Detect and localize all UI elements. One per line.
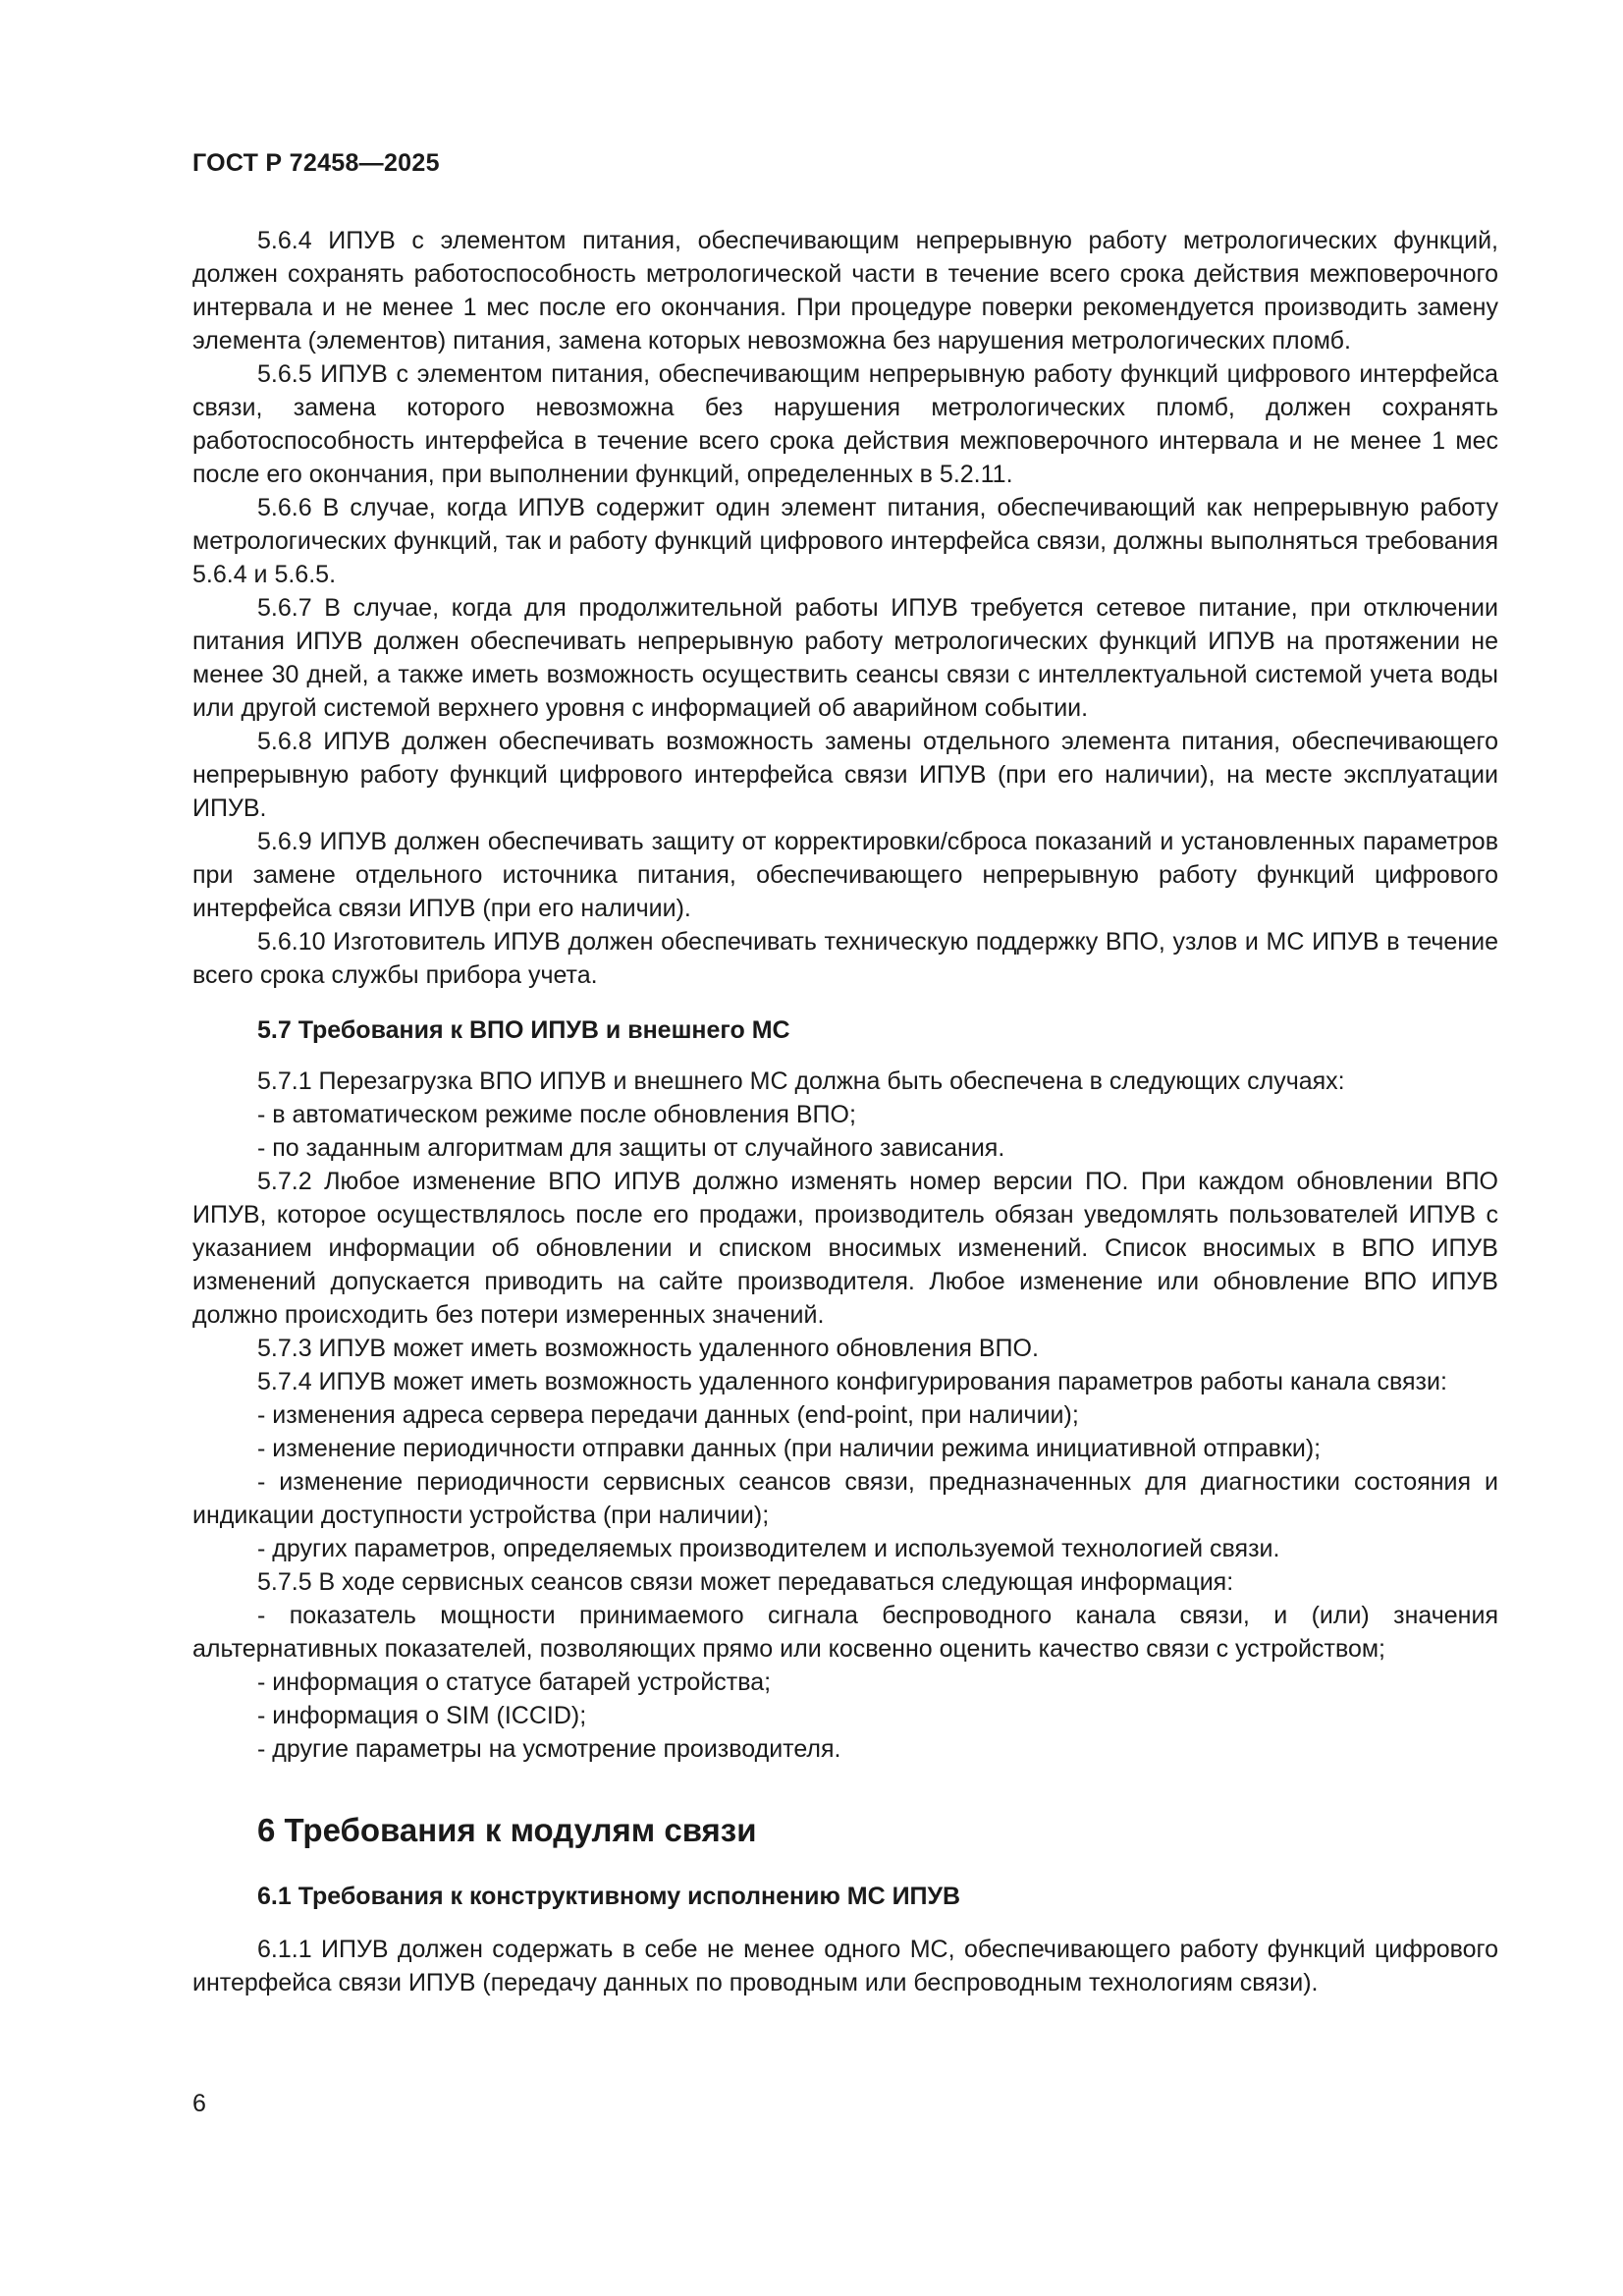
list-item: - информация о статусе батарей устройства; <box>257 1668 772 1696</box>
paragraph-5-6-8: 5.6.8 ИПУВ должен обеспечивать возможность замены отдельного элемента питания, обеспечивающего непрерывную работу функций цифрового интерфейса связи ИПУВ (при его наличии), на месте эксплуатации ИПУВ. <box>192 728 1498 822</box>
list-item: - других параметров, определяемых производителем и используемой технологией связи. <box>257 1535 1280 1562</box>
paragraph-6-1-1: 6.1.1 ИПУВ должен содержать в себе не менее одного МС, обеспечивающего работу функций цифрового интерфейса связи ИПУВ (передачу данных по проводным или беспроводным технологиям связи). <box>192 1936 1498 1996</box>
list-item: - показатель мощности принимаемого сигнала беспроводного канала связи, и (или) значения альтернативных показателей, позволяющих прямо или косвенно оценить качество связи с устройством; <box>192 1602 1498 1663</box>
paragraph-5-6-5: 5.6.5 ИПУВ с элементом питания, обеспечивающим непрерывную работу функций цифрового интерфейса связи, замена которого невозможна без нарушения метрологических пломб, должен сохранять работоспособность интерфейса в течение всего срока действия межповерочного интервала и не менее 1 мес после его окончания, при выполнении функций, определенных в 5.2.11. <box>192 360 1498 488</box>
paragraph-5-6-7: 5.6.7 В случае, когда для продолжительной работы ИПУВ требуется сетевое питание, при отключении питания ИПУВ должен обеспечивать непрерывную работу метрологических функций ИПУВ на протяжении не менее 30 дней, а также иметь возможность осуществить сеансы связи с интеллектуальной системой учета воды или другой системой верхнего уровня с информацией об аварийном событии. <box>192 594 1498 722</box>
paragraph-5-6-4: 5.6.4 ИПУВ с элементом питания, обеспечивающим непрерывную работу метрологических функций, должен сохранять работоспособность метрологической части в течение всего срока действия межповерочного интервала и не менее 1 мес после его окончания. При процедуре поверки рекомендуется производить замену элемента (элементов) питания, замена которых невозможна без нарушения метрологических пломб. <box>192 227 1498 355</box>
section-heading-6: 6 Требования к модулям связи <box>257 1812 757 1848</box>
paragraph-5-7-1: 5.7.1 Перезагрузка ВПО ИПУВ и внешнего МС должна быть обеспечена в следующих случаях: <box>257 1067 1345 1095</box>
document-header-id: ГОСТ Р 72458—2025 <box>192 149 440 177</box>
paragraph-5-7-4: 5.7.4 ИПУВ может иметь возможность удаленного конфигурирования параметров работы канала связи: <box>257 1368 1447 1395</box>
paragraph-5-6-6: 5.6.6 В случае, когда ИПУВ содержит один элемент питания, обеспечивающий как непрерывную работу метрологических функций, так и работу функций цифрового интерфейса связи, должны выполняться требования 5.6.4 и 5.6.5. <box>192 494 1498 588</box>
paragraph-5-6-10: 5.6.10 Изготовитель ИПУВ должен обеспечивать техническую поддержку ВПО, узлов и МС ИПУВ в течение всего срока службы прибора учета. <box>192 928 1498 989</box>
list-item: - изменения адреса сервера передачи данных (end-point, при наличии); <box>257 1401 1079 1429</box>
list-item: - изменение периодичности сервисных сеансов связи, предназначенных для диагностики состояния и индикации доступности устройства (при наличии); <box>192 1468 1498 1529</box>
page-number: 6 <box>192 2090 206 2117</box>
list-item: - по заданным алгоритмам для защиты от случайного зависания. <box>257 1134 1005 1162</box>
list-item: - изменение периодичности отправки данных (при наличии режима инициативной отправки); <box>257 1435 1322 1462</box>
list-item: - другие параметры на усмотрение производителя. <box>257 1735 841 1763</box>
document-body <box>192 224 1498 1999</box>
paragraph-5-6-9: 5.6.9 ИПУВ должен обеспечивать защиту от корректировки/сброса показаний и установленных параметров при замене отдельного источника питания, обеспечивающего непрерывную работу функций цифрового интерфейса связи ИПУВ (при его наличии). <box>192 828 1498 922</box>
list-item: - в автоматическом режиме после обновления ВПО; <box>257 1101 856 1128</box>
section-heading-5-7: 5.7 Требования к ВПО ИПУВ и внешнего МС <box>257 1016 790 1044</box>
paragraph-5-7-3: 5.7.3 ИПУВ может иметь возможность удаленного обновления ВПО. <box>257 1335 1039 1362</box>
paragraph-5-7-2: 5.7.2 Любое изменение ВПО ИПУВ должно изменять номер версии ПО. При каждом обновлении ВПО ИПУВ, которое осуществлялось после его продажи, производитель обязан уведомлять пользователей ИПУВ с указанием информации об обновлении и списком вносимых изменений. Список вносимых в ВПО ИПУВ изменений допускается приводить на сайте производителя. Любое изменение или обновление ВПО ИПУВ должно происходить без потери измеренных значений. <box>192 1168 1498 1329</box>
list-item: - информация о SIM (ICCID); <box>257 1702 587 1729</box>
paragraph-5-7-5: 5.7.5 В ходе сервисных сеансов связи может передаваться следующая информация: <box>257 1568 1234 1596</box>
section-heading-6-1: 6.1 Требования к конструктивному исполнению МС ИПУВ <box>257 1883 961 1910</box>
